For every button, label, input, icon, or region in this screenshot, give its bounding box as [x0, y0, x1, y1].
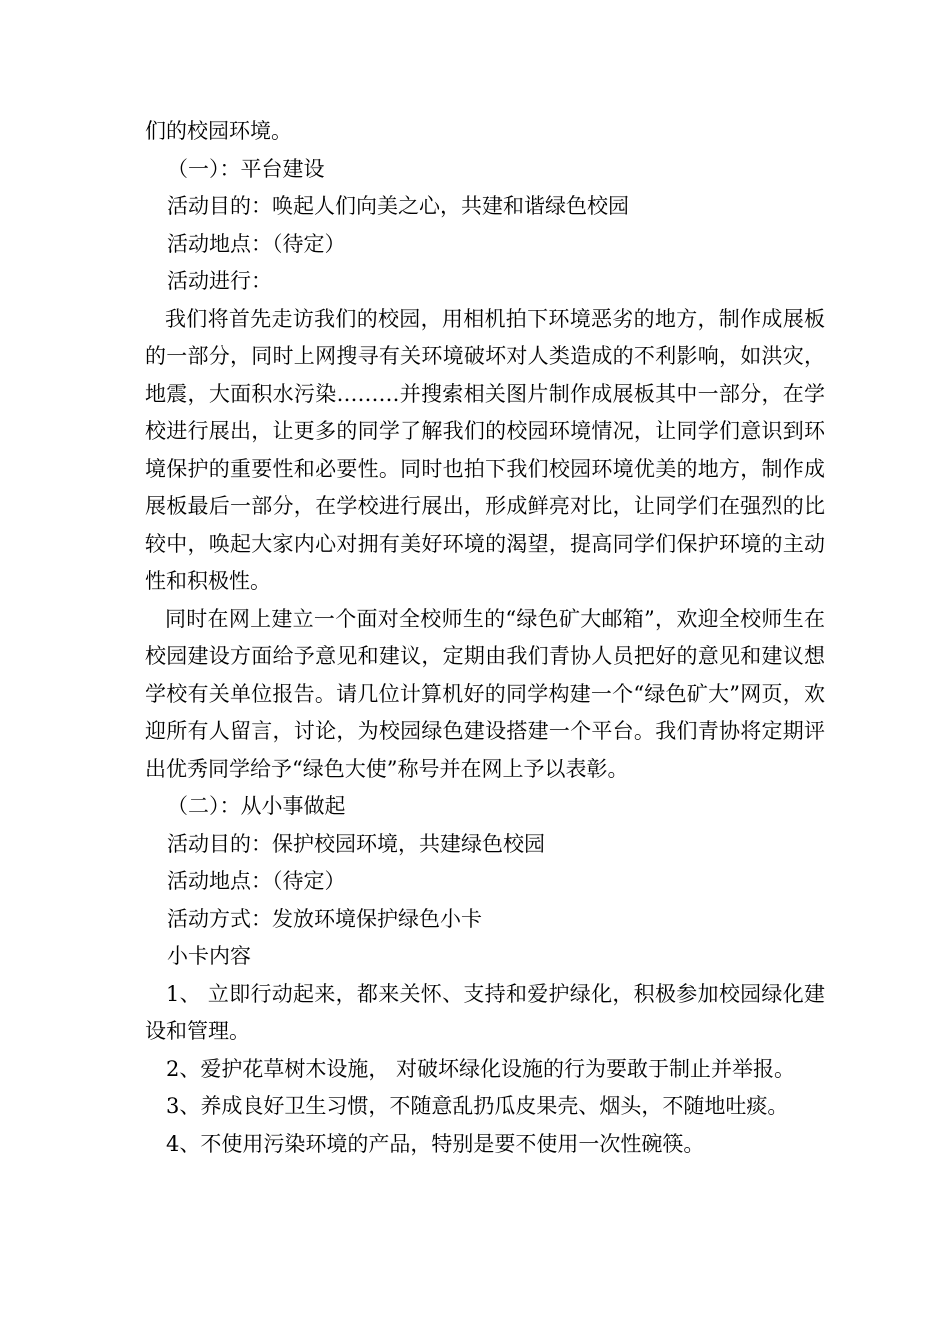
list-item-1: 1、 立即行动起来，都来关怀、支持和爱护绿化，积极参加校园绿化建设和管理。 [145, 981, 825, 1043]
activity-purpose-1: 活动目的：唤起人们向美之心，共建和谐绿色校园 [167, 194, 629, 218]
activity-location-1: 活动地点：（待定） [167, 231, 346, 256]
list-item-4: 4、不使用污染环境的产品，特别是要不使用一次性碗筷。 [166, 1131, 705, 1156]
section-heading-1: （一）：平台建设 [167, 156, 325, 181]
activity-purpose-2: 活动目的：保护校园环境，共建绿色校园 [167, 831, 545, 856]
document-body [145, 113, 825, 1163]
list-item-2: 2、爱护花草树木设施， 对破坏绿化设施的行为要敢于制止并举报。 [166, 1056, 796, 1081]
body-paragraph-2: 同时在网上建立一个面对全校师生的“绿色矿大邮箱”，欢迎全校师生在校园建设方面给予意见和建议，定期由我们青协人员把好的意见和建议想学校有关单位报告。请几位计算机好的同学构建一个“绿色矿大”网页，欢迎所有人留言，讨论，为校园绿色建设搭建一个平台。我们青协将定期评出优秀同学给予“绿色大使”称号并在网上予以表彰。 [145, 606, 825, 781]
activity-location-2: 活动地点：（待定） [167, 869, 346, 893]
list-item-3: 3、养成良好卫生习惯，不随意乱扔瓜皮果壳、烟头，不随地吐痰。 [166, 1094, 789, 1118]
activity-method: 活动方式：发放环境保护绿色小卡 [167, 906, 482, 931]
card-content-label: 小卡内容 [167, 944, 251, 968]
paragraph-continuation: 们的校园环境。 [145, 119, 292, 143]
activity-process-label: 活动进行： [167, 269, 272, 293]
section-heading-2: （二）：从小事做起 [167, 794, 346, 818]
body-paragraph-1: 我们将首先走访我们的校园，用相机拍下环境恶劣的地方，制作成展板的一部分，同时上网搜寻有关环境破坏对人类造成的不利影响，如洪灾，地震，大面积水污染………并搜索相关图片制作成展板其中一部分，在学校进行展出，让更多的同学了解我们的校园环境情况，让同学们意识到环境保护的重要性和必要性。同时也拍下我们校园环境优美的地方，制作成展板最后一部分，在学校进行展出，形成鲜亮对比，让同学们在强烈的比较中，唤起大家内心对拥有美好环境的渴望，提高同学们保护环境的主动性和积极性。 [145, 306, 825, 593]
